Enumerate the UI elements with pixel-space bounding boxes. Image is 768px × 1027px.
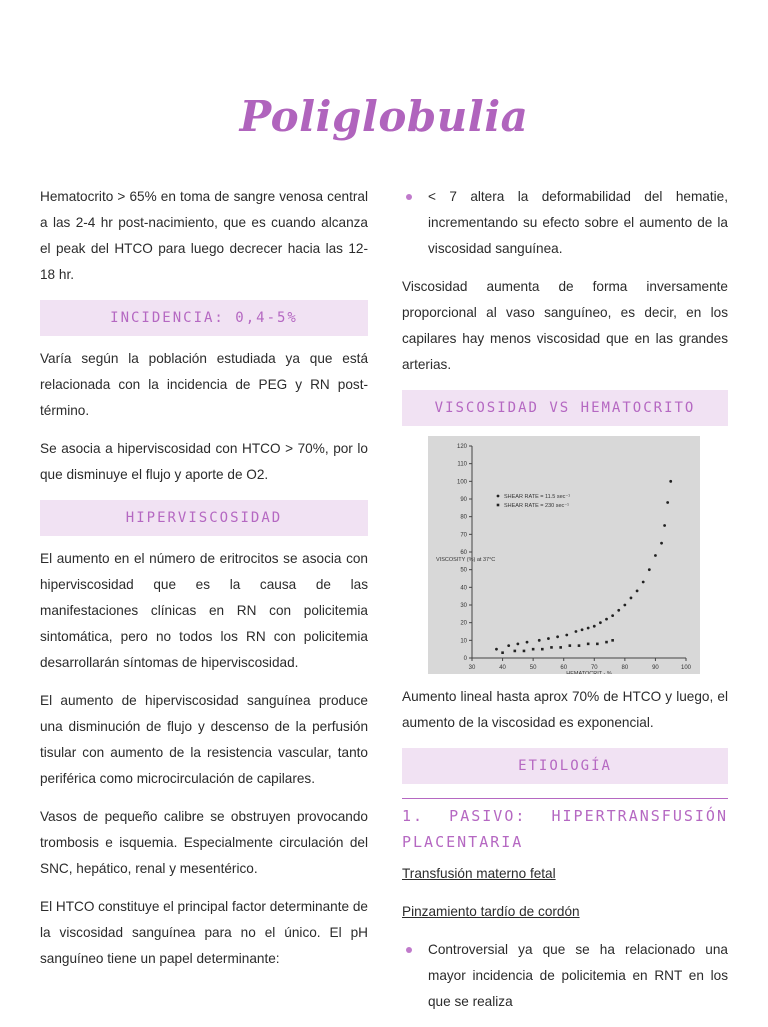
- bullet-ph: [402, 184, 728, 262]
- viscosity-chart-svg: [428, 436, 700, 674]
- data-point: [495, 648, 498, 651]
- page-title: Poliglobulia: [239, 92, 529, 141]
- paragraph-hiper-3: Vasos de pequeño calibre se obstruyen provocando trombosis e isquemia. Especialmente circulación del SNC, hepático, renal y mesentérico.: [40, 809, 368, 876]
- data-point: [523, 650, 526, 653]
- data-point: [516, 642, 519, 645]
- y-tick-label: 10: [460, 638, 467, 645]
- data-point: [654, 554, 657, 557]
- data-point: [514, 650, 517, 653]
- data-point: [550, 646, 553, 649]
- y-tick-label: 60: [460, 550, 467, 556]
- item-transfusion: Transfusión materno fetal: [402, 866, 556, 881]
- paragraph-definition: Hematocrito > 65% en toma de sangre venosa central a las 2-4 hr post-nacimiento, que es cuando alcanza el peak del HTCO para luego decrecer hacia las 12-18 hr.: [40, 189, 368, 282]
- y-tick-label: 90: [460, 497, 467, 503]
- y-tick-label: 120: [456, 444, 467, 450]
- x-tick-label: 30: [468, 665, 476, 671]
- data-point: [547, 637, 550, 640]
- data-point: [669, 480, 672, 483]
- data-point: [660, 542, 663, 545]
- subheading-pasivo: 1. PASIVO: HIPERTRANSFUSIÓN PLACENTARIA: [402, 798, 728, 855]
- paragraph-incidencia-2: Se asocia a hiperviscosidad con HTCO > 70%, por lo que disminuye el flujo y aporte de O2.: [40, 441, 368, 482]
- paragraph-hiper-4: El HTCO constituye el principal factor determinante de la viscosidad sanguínea para no el único. El pH sanguíneo tiene un papel determinante:: [40, 899, 368, 966]
- data-point: [501, 651, 504, 654]
- bullet-ph-text: < 7 altera la deformabilidad del hematie, incrementando su efecto sobre el aumento de la viscosidad sanguínea.: [428, 189, 728, 256]
- data-point: [630, 597, 633, 600]
- paragraph-viscosidad: Viscosidad aumenta de forma inversamente proporcional al vaso sanguíneo, es decir, en los capilares hay menos viscosidad que en las grandes arterias.: [402, 279, 728, 372]
- y-tick-label: 50: [460, 567, 467, 574]
- data-point: [636, 589, 639, 592]
- data-point: [532, 648, 535, 651]
- legend-label: SHEAR RATE = 230 sec⁻¹: [504, 503, 570, 509]
- heading-hiperviscosidad: HIPERVISCOSIDAD: [40, 500, 368, 536]
- heading-viscosidad-hematocrito: VISCOSIDAD VS HEMATOCRITO: [402, 390, 728, 426]
- data-point: [578, 644, 581, 647]
- data-point: [666, 501, 669, 504]
- y-axis-label: VISCOSITY (%) at 37°C: [436, 556, 496, 563]
- data-point: [526, 641, 529, 644]
- y-tick-label: 0: [463, 656, 467, 662]
- data-point: [617, 609, 620, 612]
- y-tick-label: 100: [456, 479, 467, 486]
- paragraph-hiper-2: El aumento de hiperviscosidad sanguínea produce una disminución de flujo y descenso de la perfusión tisular con aumento de la resistencia vascular, tanto periférica como microcirculación de capilares.: [40, 693, 368, 786]
- item-pinzamiento: Pinzamiento tardío de cordón: [402, 904, 580, 919]
- y-tick-label: 30: [460, 603, 467, 609]
- x-tick-label: 100: [680, 665, 692, 671]
- x-tick-label: 60: [560, 665, 568, 671]
- y-tick-label: 20: [460, 620, 467, 627]
- data-point: [507, 644, 510, 647]
- y-tick-label: 110: [457, 461, 467, 468]
- data-point: [605, 641, 608, 644]
- data-point: [569, 644, 572, 647]
- x-tick-label: 80: [621, 665, 629, 671]
- legend-label: SHEAR RATE = 11.5 sec⁻¹: [504, 494, 571, 500]
- heading-incidencia: INCIDENCIA: 0,4-5%: [40, 300, 368, 336]
- x-tick-label: 50: [529, 665, 537, 671]
- data-point: [556, 635, 559, 638]
- y-tick-label: 80: [460, 514, 467, 521]
- data-point: [596, 643, 599, 646]
- left-column: [40, 184, 368, 984]
- x-tick-label: 40: [499, 665, 506, 671]
- heading-etiologia: ETIOLOGÍA: [402, 748, 728, 784]
- paragraph-incidencia-1: Varía según la población estudiada ya que está relacionada con la incidencia de PEG y RN post-término.: [40, 351, 368, 418]
- data-point: [541, 648, 544, 651]
- data-point: [575, 630, 578, 633]
- paragraph-hiper-1: El aumento en el número de eritrocitos se asocia con hiperviscosidad que es la causa de las manifestaciones clínicas en RN con policitemia sintomática, pero no todos los RN con policitemia desarrollarán síntomas de hiperviscosidad.: [40, 551, 368, 670]
- x-tick-label: 70: [590, 665, 598, 671]
- data-point: [593, 625, 596, 628]
- x-axis-label: HEMATOCRIT - %: [566, 671, 612, 674]
- data-point: [587, 643, 590, 646]
- data-point: [611, 639, 614, 642]
- legend-marker: [497, 495, 500, 498]
- chart-caption: Aumento lineal hasta aprox 70% de HTCO y luego, el aumento de la viscosidad es exponencial.: [402, 689, 728, 730]
- y-tick-label: 70: [460, 532, 467, 539]
- data-point: [587, 627, 590, 630]
- data-point: [648, 568, 651, 571]
- x-tick-label: 90: [652, 665, 659, 671]
- data-point: [611, 614, 614, 617]
- data-point: [623, 604, 626, 607]
- bullet-dot-icon: [406, 194, 412, 200]
- legend-marker: [497, 504, 500, 507]
- right-column: [402, 184, 728, 1027]
- bullet-dot-icon: [406, 947, 412, 953]
- data-point: [605, 618, 608, 621]
- data-point: [538, 639, 541, 642]
- data-point: [663, 524, 666, 527]
- y-tick-label: 40: [460, 585, 467, 592]
- data-point: [581, 628, 584, 631]
- data-point: [559, 646, 562, 649]
- data-point: [565, 634, 568, 637]
- viscosity-chart: [428, 436, 700, 674]
- bullet-controversial-text: Controversial ya que se ha relacionado una mayor incidencia de policitemia en RNT en los que se realiza: [428, 942, 728, 1009]
- bullet-controversial: [402, 937, 728, 1015]
- data-point: [642, 581, 645, 584]
- data-point: [599, 621, 602, 624]
